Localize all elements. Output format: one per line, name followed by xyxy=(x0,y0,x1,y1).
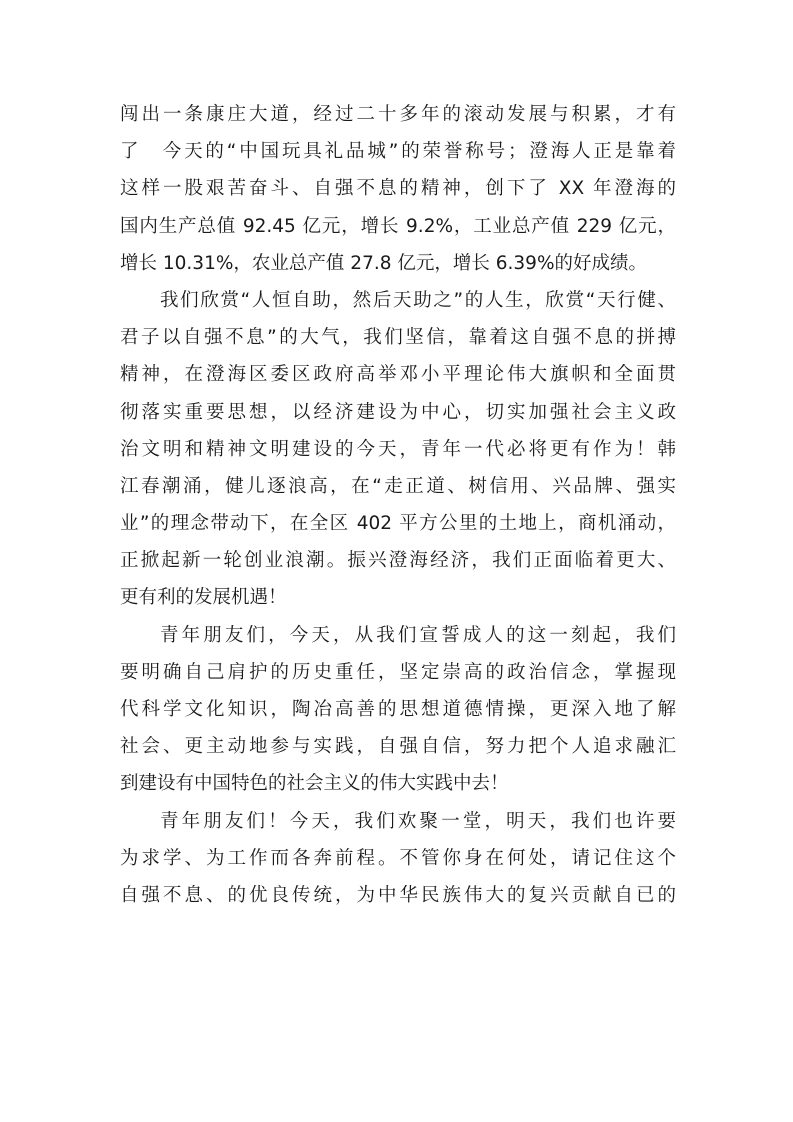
text-line: 君子以自强不息”的大气，我们坚信，靠着这自强不息的拼搏 xyxy=(120,327,676,349)
document-body xyxy=(120,96,676,914)
text-line: 青年朋友们！今天，我们欢聚一堂，明天，我们也许要 xyxy=(160,810,676,832)
text-line: 了 今天的“中国玩具礼品城”的荣誉称号；澄海人正是靠着 xyxy=(120,141,676,163)
text-line: 社会、更主动地参与实践，自强自信，努力把个人追求融汇 xyxy=(120,736,676,758)
text-line: 我们欣赏“人恒自助，然后天助之”的人生，欣赏“天行健、 xyxy=(160,289,676,311)
text-line: 治文明和精神文明建设的今天，青年一代必将更有作为！韩 xyxy=(120,438,676,460)
text-line: 更有利的发展机遇！ xyxy=(120,587,287,609)
text-line: 国内生产总值 92.45 亿元，增长 9.2%，工业总产值 229 亿元， xyxy=(120,215,676,237)
text-line: 闯出一条康庄大道，经过二十多年的滚动发展与积累，才有 xyxy=(120,104,676,125)
paragraph-3 xyxy=(120,617,676,803)
text-line: 代科学文化知识，陶冶高善的思想道德情操，更深入地了解 xyxy=(120,699,676,720)
text-line: 彻落实重要思想，以经济建设为中心，切实加强社会主义政 xyxy=(120,401,676,423)
paragraph-1 xyxy=(120,96,676,282)
text-line: 江春潮涌，健儿逐浪高，在“走正道、树信用、兴品牌、强实 xyxy=(120,475,676,497)
paragraph-4 xyxy=(120,803,676,915)
text-line: 到建设有中国特色的社会主义的伟大实践中去！ xyxy=(120,773,509,795)
text-line: 要明确自己肩护的历史重任，坚定崇高的政治信念，掌握现 xyxy=(120,661,676,683)
text-line: 正掀起新一轮创业浪潮。振兴澄海经济，我们正面临着更大、 xyxy=(120,550,676,572)
text-line: 精神，在澄海区委区政府高举邓小平理论伟大旗帜和全面贯 xyxy=(120,364,676,386)
text-line: 业”的理念带动下，在全区 402 平方公里的土地上，商机涌动， xyxy=(120,513,676,535)
text-line: 增长 10.31%，农业总产值 27.8 亿元，增长 6.39%的好成绩。 xyxy=(120,252,648,274)
text-line: 自强不息、的优良传统，为中华民族伟大的复兴贡献自已的 xyxy=(120,884,676,906)
paragraph-2 xyxy=(120,282,676,617)
text-line: 为求学、为工作而各奔前程。不管你身在何处，请记住这个 xyxy=(120,847,676,869)
text-line: 这样一股艰苦奋斗、自强不息的精神，创下了 XX 年澄海的 xyxy=(120,178,676,200)
text-line: 青年朋友们，今天，从我们宣誓成人的这一刻起，我们 xyxy=(160,624,676,646)
